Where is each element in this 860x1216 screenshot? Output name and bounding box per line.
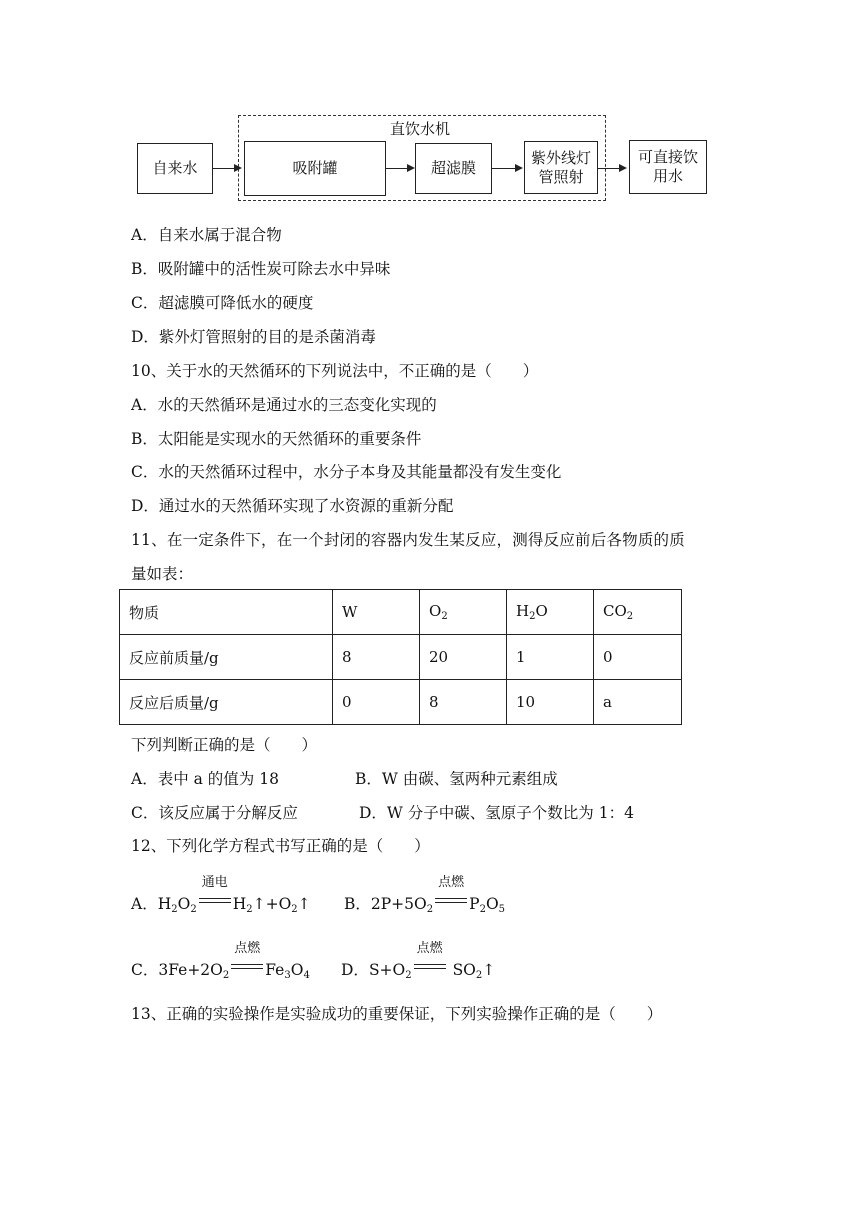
q9-option-a: A．自来水属于混合物 [131, 226, 282, 244]
drink-line-1: 可直接饮 [637, 148, 698, 166]
condition-mark [433, 875, 469, 909]
formula-o2: O [429, 602, 442, 620]
q9-option-b: B．吸附罐中的活性炭可除去水中异味 [131, 260, 391, 278]
arrowhead-1 [234, 164, 242, 172]
table-header-row [120, 590, 682, 635]
q12-option-c: C．$3Fe+2O_2$ 点燃 $Fe_3O_4$ [131, 941, 310, 981]
q11-stem-line-1: 11、在一定条件下，在一个封闭的容器内发生某反应，测得反应前后各物质的质 [131, 531, 685, 549]
subscript: 2 [529, 611, 536, 622]
q11-option-a: A．表中 a 的值为 18 [131, 770, 279, 788]
arrowhead-3 [515, 164, 523, 172]
table-cell: 20 [420, 635, 507, 680]
mass-table [119, 589, 682, 725]
table-cell [594, 590, 682, 635]
box-ultrafilter: 超滤膜 [415, 143, 492, 194]
uv-line-2: 管照射 [538, 167, 584, 186]
q11-prompt: 下列判断正确的是（ ） [131, 736, 318, 754]
condition-text: 点燃 [416, 941, 443, 956]
table-cell: 0 [333, 680, 420, 725]
q9-option-c: C．超滤膜可降低水的硬度 [131, 294, 314, 312]
arrow-3 [491, 168, 517, 169]
table-cell [420, 590, 507, 635]
condition-mark [412, 941, 448, 975]
box-uv-lamp [524, 141, 598, 194]
table-cell: 0 [594, 635, 682, 680]
table-cell: 反应前质量/g [120, 635, 333, 680]
q10-option-d: D．通过水的天然循环实现了水资源的重新分配 [131, 497, 454, 515]
option-label: B． [344, 895, 371, 913]
q10-option-c: C．水的天然循环过程中，水分子本身及其能量都没有发生变化 [131, 463, 562, 481]
subscript: 2 [626, 611, 634, 622]
table-cell: a [594, 680, 682, 725]
condition-text: 点燃 [234, 941, 261, 956]
box-tap-water: 自来水 [137, 143, 213, 194]
arrow-1 [212, 168, 236, 169]
machine-label: 直饮水机 [390, 120, 451, 138]
table-cell: 1 [507, 635, 594, 680]
drink-line-2: 用水 [652, 167, 683, 185]
q10-stem: 10、关于水的天然循环的下列说法中，不正确的是（ ） [131, 362, 539, 380]
q11-stem-line-2: 量如表： [131, 565, 194, 583]
box-drinkable-water [629, 140, 707, 194]
q10-option-b: B．太阳能是实现水的天然循环的重要条件 [131, 430, 422, 448]
formula-o: O [535, 602, 548, 620]
condition-text: 点燃 [438, 875, 465, 890]
arrowhead-2 [407, 164, 415, 172]
q9-option-d: D．紫外灯管照射的目的是杀菌消毒 [131, 328, 376, 346]
q12-option-b: B．$2P+5O_2$ 点燃 $P_2O_5$ [344, 875, 506, 915]
subscript: 2 [441, 611, 448, 622]
q12-option-d: D．$S+O_2$ 点燃 $SO_2↑$ [341, 941, 496, 981]
q13-stem: 13、正确的实验操作是实验成功的重要保证，下列实验操作正确的是（ ） [131, 1005, 663, 1023]
q11-option-d: D．W 分子中碳、氢原子个数比为 1：4 [359, 804, 634, 822]
condition-mark [229, 941, 265, 975]
option-label: D． [341, 961, 369, 979]
table-cell: 8 [420, 680, 507, 725]
formula-h: H [516, 602, 530, 620]
table-cell [507, 590, 594, 635]
table-cell: W [333, 590, 420, 635]
option-label: A． [131, 895, 158, 913]
table-row [120, 680, 682, 725]
option-label: C． [131, 961, 159, 979]
table-cell: 物质 [120, 590, 333, 635]
q11-option-b: B．W 由碳、氢两种元素组成 [355, 770, 558, 788]
table-cell: 10 [507, 680, 594, 725]
arrow-4 [597, 168, 621, 169]
formula-co: CO [603, 602, 627, 620]
uv-line-1: 紫外线灯 [530, 148, 591, 167]
q11-option-c: C．该反应属于分解反应 [131, 804, 298, 822]
table-cell: 反应后质量/g [120, 680, 333, 725]
box-adsorption-tank: 吸附罐 [244, 141, 386, 196]
q12-stem: 12、下列化学方程式书写正确的是（ ） [131, 837, 430, 855]
q10-option-a: A．水的天然循环是通过水的三态变化实现的 [131, 396, 437, 414]
condition-text: 通电 [201, 875, 228, 890]
arrow-2 [385, 168, 409, 169]
q12-option-a: A．$H_2O_2$ 通电 $H_2↑+O_2↑$ [131, 875, 311, 915]
arrowhead-4 [619, 164, 627, 172]
condition-mark [197, 875, 233, 909]
table-row [120, 635, 682, 680]
table-cell: 8 [333, 635, 420, 680]
